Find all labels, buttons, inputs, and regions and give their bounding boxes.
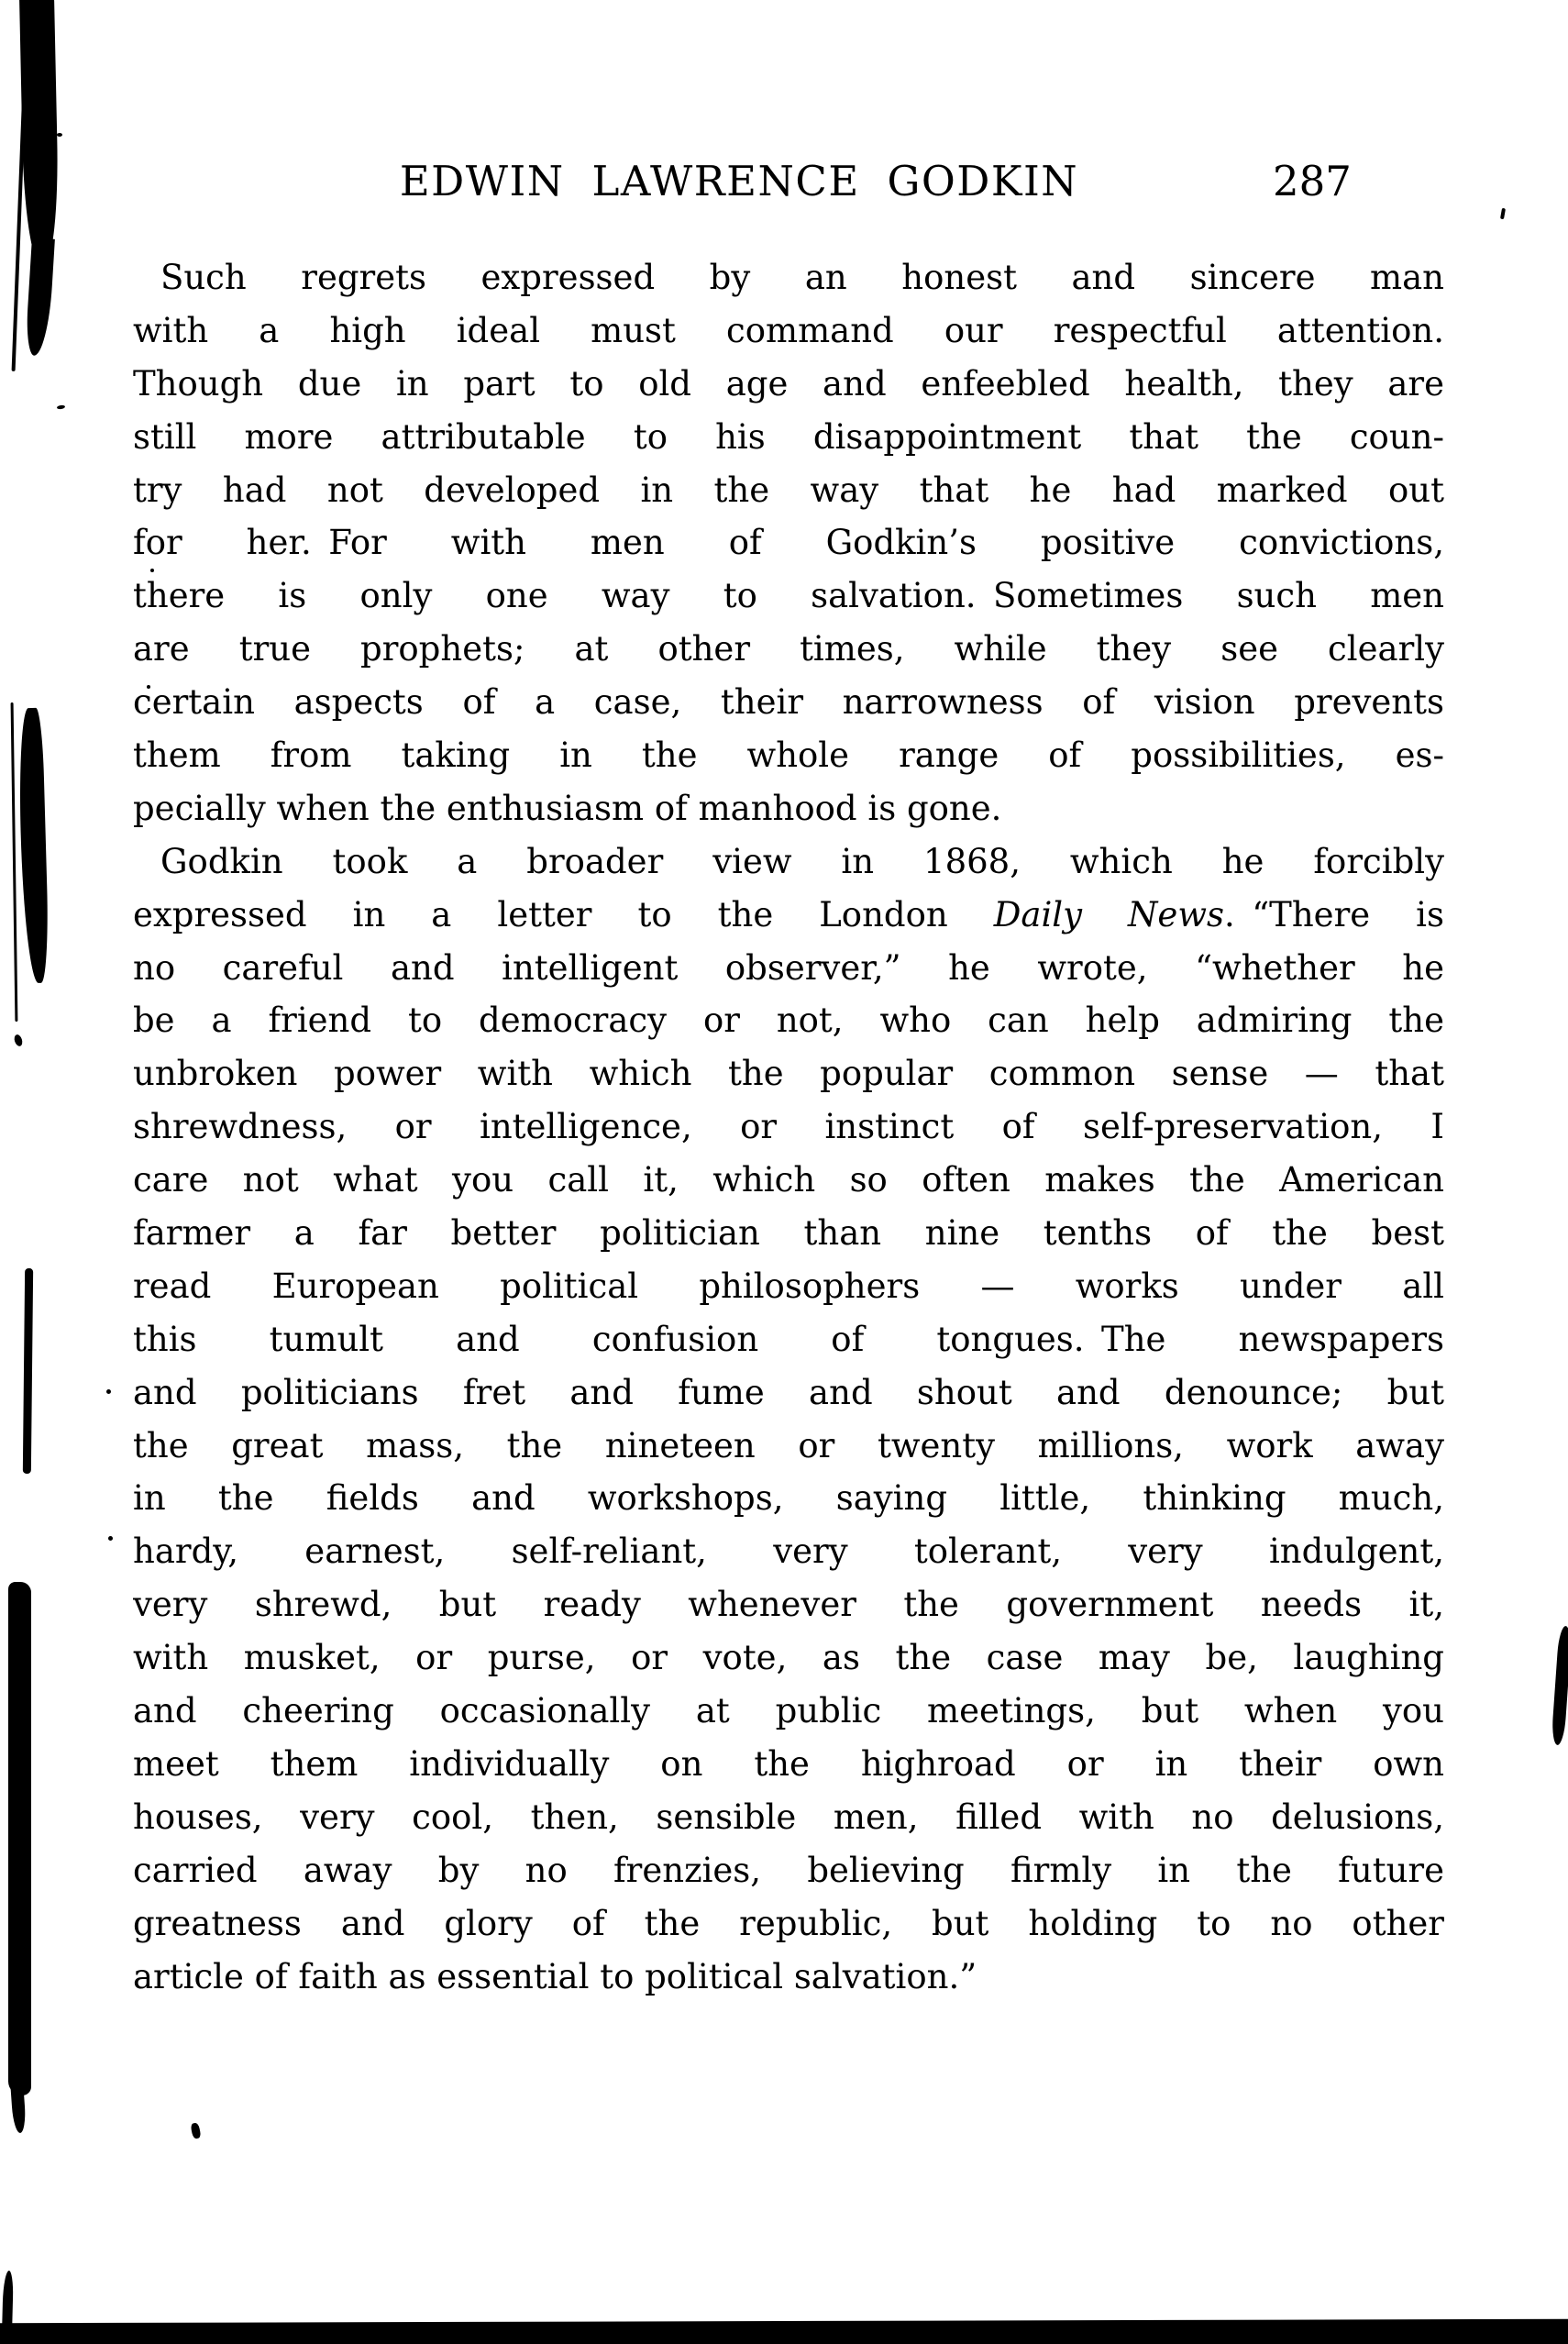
scan-artifact-ink-speck-2 (57, 404, 65, 409)
text-line (133, 623, 1444, 676)
text-segment: very shrewd, but ready whenever the government needs it, (133, 1585, 1444, 1625)
text-segment: try had not developed in the way that he had marked out (133, 470, 1444, 510)
text-segment: hardy, earnest, self-reliant, very tolerant, very indulgent, (133, 1531, 1444, 1572)
text-line (133, 1154, 1444, 1207)
text-line (133, 1951, 1444, 2004)
text-line (133, 1578, 1444, 1631)
text-line (133, 1685, 1444, 1738)
text-segment: are true prophets; at other times, while they see clearly (133, 629, 1444, 669)
text-segment: houses, very cool, then, sensible men, filled with no delusions, (133, 1797, 1444, 1837)
text-line (133, 1313, 1444, 1366)
text-segment: meet them individually on the highroad or in their own (133, 1743, 1444, 1784)
text-line (133, 942, 1444, 995)
text-line (133, 782, 1444, 835)
text-segment: pecially when the enthusiasm of manhood is gone. (133, 788, 1002, 828)
text-segment: care not what you call it, which so often makes the American (133, 1160, 1444, 1200)
text-block (133, 251, 1444, 2003)
text-line (133, 1260, 1444, 1313)
text-segment: article of faith as essential to political salvation.” (133, 1956, 977, 1996)
scan-artifact-ink-mark-below-text (190, 2122, 201, 2139)
text-segment: with musket, or purse, or vote, as the case may be, laughing (133, 1638, 1444, 1678)
scan-artifact-binding-bar-lower (8, 1582, 31, 2095)
text-line (133, 1366, 1444, 1420)
text-segment: them from taking in the whole range of possibilities, es- (133, 735, 1444, 776)
text-line (133, 1047, 1444, 1100)
scan-artifact-ink-speck-7 (1500, 208, 1506, 220)
text-line (133, 569, 1444, 623)
scan-artifact-binding-hairline-mid (11, 702, 18, 1022)
text-line (133, 1100, 1444, 1154)
scan-artifact-binding-smudge-top (19, 0, 60, 264)
text-segment: read European political philosophers — works under all (133, 1266, 1444, 1306)
running-header-title: EDWIN LAWRENCE GODKIN (399, 157, 1079, 205)
text-segment: Godkin took a broader view in 1868, which he forcibly (160, 841, 1444, 881)
text-segment: with a high ideal must command our respectful attention. (133, 310, 1444, 350)
text-segment: carried away by no frenzies, believing firmly in the future (133, 1850, 1444, 1890)
text-segment: expressed in a letter to the London (133, 894, 994, 934)
text-line (133, 304, 1444, 358)
text-line (133, 1738, 1444, 1791)
text-line (133, 251, 1444, 304)
text-line (133, 1631, 1444, 1685)
scan-artifact-ink-speck-5 (106, 1389, 111, 1394)
text-segment: in the fields and workshops, saying little, thinking much, (133, 1478, 1444, 1519)
paragraph-1 (133, 251, 1444, 835)
text-segment: farmer a far better politician than nine tenths of the best (133, 1213, 1444, 1254)
text-line (133, 1472, 1444, 1525)
text-segment: this tumult and confusion of tongues. The newspapers (133, 1319, 1444, 1359)
scan-artifact-bottom-edge-spike (2, 2271, 14, 2329)
text-segment: certain aspects of a case, their narrowness of vision prevents (133, 682, 1444, 723)
paragraph-2 (133, 835, 1444, 2004)
text-line (133, 1897, 1444, 1951)
italic-text-segment: Daily News (993, 894, 1224, 934)
scan-artifact-ink-speck-6 (108, 1536, 113, 1541)
text-line (133, 835, 1444, 889)
scan-artifact-ink-speck-1 (57, 133, 62, 137)
text-segment: greatness and glory of the republic, but holding to no other (133, 1903, 1444, 1943)
text-segment: for her. For with men of Godkin’s positive convictions, (133, 523, 1444, 563)
text-segment: the great mass, the nineteen or twenty millions, work away (133, 1425, 1444, 1465)
text-segment: still more attributable to his disappointment that the coun- (133, 416, 1444, 457)
text-line (133, 676, 1444, 729)
text-line (133, 1791, 1444, 1844)
scan-artifact-binding-speck-mid (13, 1034, 24, 1047)
text-line (133, 994, 1444, 1047)
text-line (133, 464, 1444, 517)
text-segment: shrewdness, or intelligence, or instinct of self-preservation, I (133, 1107, 1444, 1147)
text-segment: there is only one way to salvation. Sometimes such men (133, 576, 1444, 616)
scan-artifact-bottom-edge-band (0, 2319, 1568, 2344)
text-line (133, 729, 1444, 782)
text-line (133, 1525, 1444, 1578)
text-segment: . “There is (1223, 894, 1444, 934)
scan-artifact-binding-smudge-mid (17, 708, 50, 984)
text-line (133, 411, 1444, 464)
text-line (133, 1207, 1444, 1260)
scan-artifact-binding-streak-thin (23, 1268, 33, 1474)
text-segment: Though due in part to old age and enfeebled health, they are (133, 363, 1444, 404)
text-line (133, 358, 1444, 411)
scan-artifact-right-edge-streak (1551, 1626, 1568, 1746)
scan-artifact-binding-smudge-top-tail (25, 238, 55, 356)
text-segment: no careful and intelligent observer,” he wrote, “whether he (133, 947, 1444, 988)
text-segment: be a friend to democracy or not, who can help admiring the (133, 1001, 1444, 1041)
text-line (133, 1844, 1444, 1897)
text-line (133, 516, 1444, 569)
text-segment: and politicians fret and fume and shout and denounce; but (133, 1372, 1444, 1412)
page-number: 287 (1273, 157, 1352, 205)
text-segment: and cheering occasionally at public meetings, but when you (133, 1691, 1444, 1731)
text-line (133, 889, 1444, 942)
text-segment: Such regrets expressed by an honest and sincere man (160, 258, 1444, 297)
text-segment: unbroken power with which the popular common sense — that (133, 1054, 1444, 1094)
text-line (133, 1420, 1444, 1473)
scan-artifact-binding-hairline-top (12, 64, 28, 371)
